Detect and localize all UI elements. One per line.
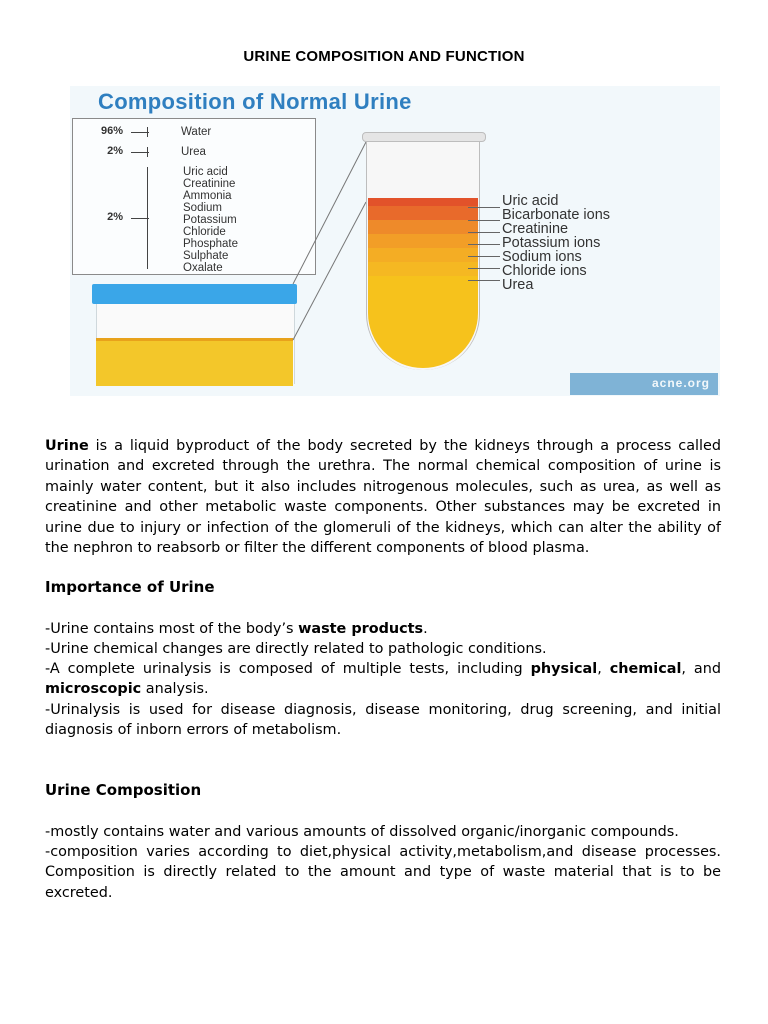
legend-item: Uric acid: [183, 166, 228, 178]
tube-label: Creatinine: [502, 221, 569, 237]
intro-text: is a liquid byproduct of the body secreted by the kidneys through a process called urination and excreted through the urethra. The normal chemical composition of urine is mainly water content, but it also includes nitrogenous molecules, such as urea, as well as creatinine and other metabolic waste components. Other substances may be excreted in urine due to injury or infection of the glomeruli of the kidneys, which can alter the ability of the nephron to reabsorb or filter the different components of blood plasma.: [45, 438, 721, 557]
importance-line-1: [45, 619, 721, 639]
importance-line-2: -Urine chemical changes are directly related to pathologic conditions.: [45, 641, 547, 657]
tube-band: [368, 198, 478, 206]
urea-percent: 2%: [107, 145, 123, 157]
text-span: analysis.: [141, 681, 209, 698]
legend-item: Sodium: [183, 202, 222, 214]
figure-title: Composition of Normal Urine: [98, 89, 412, 114]
tube-band: [368, 206, 478, 220]
bold-term: physical: [530, 661, 598, 677]
others-percent: 2%: [107, 211, 123, 223]
test-tube-rim: [362, 132, 486, 142]
composition-line-2: -composition varies according to diet,physical activity,metabolism,and disease processes. Composition is directly related to the amount and type of waste material that is to be excreted.: [45, 844, 721, 901]
tube-pointer: [468, 232, 500, 233]
importance-line-3: [45, 659, 721, 700]
bold-term: chemical: [609, 661, 682, 677]
tube-label: Potassium ions: [502, 235, 601, 251]
tube-pointer: [468, 256, 500, 257]
figure-credit-text: acne.org: [651, 376, 710, 390]
legend-item: Oxalate: [183, 262, 223, 274]
intro-paragraph: [45, 436, 721, 558]
text-span: -A complete urinalysis is composed of multiple tests, including: [45, 661, 531, 677]
text-span: ,: [597, 661, 610, 677]
urea-label: Urea: [181, 146, 206, 158]
legend-item: Chloride: [183, 226, 226, 238]
tube-label: Bicarbonate ions: [502, 207, 611, 223]
bold-term: waste products: [298, 621, 424, 637]
urine-composition-figure: [70, 86, 720, 396]
figure-credit: [570, 373, 718, 395]
tube-label: Sodium ions: [502, 249, 582, 265]
tube-band: [368, 276, 478, 368]
tube-label: Chloride ions: [502, 263, 587, 279]
intro-term: Urine: [45, 438, 89, 454]
test-tube-liquid: [368, 198, 478, 368]
importance-heading: Importance of Urine: [45, 578, 215, 596]
water-percent: 96%: [100, 125, 123, 137]
bold-term: microscopic: [45, 681, 142, 698]
composition-heading: Urine Composition: [45, 781, 202, 799]
legend-item: Potassium: [183, 214, 237, 226]
water-label: Water: [181, 126, 212, 138]
document-title: URINE COMPOSITION AND FUNCTION: [243, 48, 525, 65]
legend-item: Phosphate: [183, 238, 238, 250]
legend-item: Ammonia: [183, 190, 232, 202]
tube-label: Urea: [502, 277, 534, 293]
tube-band: [368, 234, 478, 248]
text-span: .: [423, 621, 428, 637]
tube-band: [368, 248, 478, 262]
tube-pointer: [468, 220, 500, 221]
legend-item: Creatinine: [183, 178, 236, 190]
text-span: -Urine contains most of the body’s: [45, 621, 299, 637]
tube-band: [368, 220, 478, 234]
tube-pointer: [468, 244, 500, 245]
importance-line-4: -Urinalysis is used for disease diagnosis, disease monitoring, drug screening, and initial diagnosis of inborn errors of metabolism.: [45, 702, 721, 739]
tube-pointer: [468, 280, 500, 281]
text-span: , and: [681, 661, 721, 677]
tube-label: Uric acid: [502, 193, 559, 209]
tube-pointer: [468, 268, 500, 269]
tube-pointer: [468, 207, 500, 208]
legend-item: Sulphate: [183, 250, 229, 262]
composition-line-1: -mostly contains water and various amounts of dissolved organic/inorganic compounds.: [45, 824, 679, 840]
tube-band: [368, 262, 478, 276]
